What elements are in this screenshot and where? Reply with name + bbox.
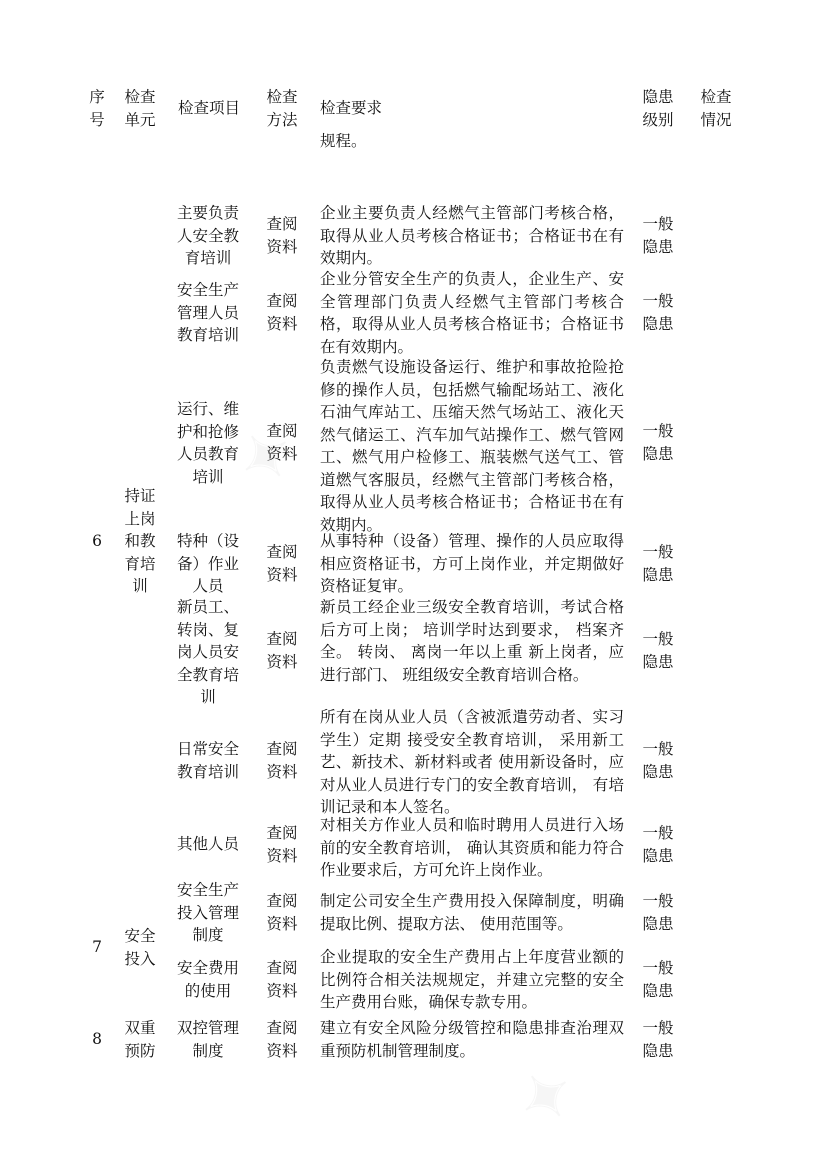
hazard-level: 一般隐患 <box>642 422 674 463</box>
hazard-level: 一般隐患 <box>642 292 674 333</box>
check-requirement: 企业主要负责人经燃气主管部门考核合格，取得从业人员考核合格证书；合格证书在有效期内。 <box>320 204 624 267</box>
group-unit: 安全投入 <box>124 927 156 968</box>
check-requirement: 负责燃气设施设备运行、维护和事故抢险抢修的操作人员，包括燃气输配场站工、液化石油气库站工、压缩天然气场站工、液化天然气储运工、汽车加气站操作工、燃气管网工、燃气用户检修工、瓶装燃气送气工、管道燃气客服员，经燃气主管部门考核合格，取得从业人员考核合格证书；合格证书在有效期内。 <box>320 358 624 534</box>
check-method: 查阅资料 <box>266 543 298 584</box>
check-requirement: 所有在岗从业人员（含被派遣劳动者、实习学生）定期 接受安全教育培训， 采用新工艺、新技术、新材料或者 使用新设备时，应对从业人员进行专门的安全教育培训， 有培训记录和本人签名。 <box>320 708 624 816</box>
header-status: 检查情况 <box>700 88 732 129</box>
check-item: 特种（设备）作业人员 <box>176 532 239 595</box>
header-level: 隐患级别 <box>642 88 674 129</box>
check-requirement: 企业提取的安全生产费用占上年度营业额的比例符合相关法规规定，并建立完整的安全生产费用台账，确保专款专用。 <box>320 948 624 1011</box>
group-no: 7 <box>92 938 102 956</box>
check-requirement: 新员工经企业三级安全教育培训，考试合格后方可上岗； 培训学时达到要求， 档案齐全。 转岗、 离岗一年以上重 新上岗者，应进行部门、 班组级安全教育培训合格。 <box>320 598 624 684</box>
continuation-text: 规程。 <box>320 132 367 150</box>
check-method: 查阅资料 <box>266 1019 298 1060</box>
check-item: 日常安全教育培训 <box>176 740 239 781</box>
header-unit: 检查单元 <box>124 88 156 129</box>
check-method: 查阅资料 <box>266 215 298 256</box>
header-requirement: 检查要求 <box>320 99 383 117</box>
group-unit: 双重预防 <box>124 1019 156 1060</box>
hazard-level: 一般隐患 <box>642 630 674 671</box>
check-method: 查阅资料 <box>266 959 298 1000</box>
check-requirement: 从事特种（设备）管理、操作的人员应取得相应资格证书，方可上岗作业，并定期做好资格证复审。 <box>320 532 624 595</box>
check-item: 运行、维护和抢修人员教育培训 <box>176 400 239 486</box>
header-method: 检查方法 <box>266 88 298 129</box>
check-requirement: 企业分管安全生产的负责人，企业生产、安全管理部门负责人经燃气主管部门考核合格，取得从业人员考核合格证书；合格证书在有效期内。 <box>320 270 624 356</box>
check-requirement: 制定公司安全生产费用投入保障制度，明确提取比例、提取方法、 使用范围等。 <box>320 892 624 933</box>
check-requirement: 建立有安全风险分级管控和隐患排查治理双重预防机制管理制度。 <box>320 1019 624 1060</box>
check-method: 查阅资料 <box>266 422 298 463</box>
hazard-level: 一般隐患 <box>642 959 674 1000</box>
hazard-level: 一般隐患 <box>642 1019 674 1060</box>
check-item: 安全生产管理人员教育培训 <box>176 281 239 344</box>
hazard-level: 一般隐患 <box>642 892 674 933</box>
check-method: 查阅资料 <box>266 892 298 933</box>
check-item: 新员工、转岗、复岗人员安全教育培训 <box>176 598 239 706</box>
hazard-level: 一般隐患 <box>642 824 674 865</box>
group-unit: 持证上岗和教育培训 <box>124 487 156 595</box>
hazard-level: 一般隐患 <box>642 740 674 781</box>
watermark <box>503 1051 590 1143</box>
check-method: 查阅资料 <box>266 292 298 333</box>
check-method: 查阅资料 <box>266 824 298 865</box>
check-item: 安全费用的使用 <box>176 959 239 1000</box>
group-no: 8 <box>92 1030 102 1048</box>
check-item: 安全生产投入管理制度 <box>176 881 239 944</box>
hazard-level: 一般隐患 <box>642 215 674 256</box>
group-no: 6 <box>92 532 102 550</box>
check-method: 查阅资料 <box>266 630 298 671</box>
check-item: 主要负责人安全教育培训 <box>176 204 239 267</box>
check-requirement: 对相关方作业人员和临时聘用人员进行入场前的安全教育培训， 确认其资质和能力符合作业要求后，方可允许上岗作业。 <box>320 816 624 879</box>
check-method: 查阅资料 <box>266 740 298 781</box>
header-no: 序号 <box>89 88 105 129</box>
check-item: 双控管理制度 <box>176 1019 239 1060</box>
hazard-level: 一般隐患 <box>642 543 674 584</box>
check-item: 其他人员 <box>176 835 239 853</box>
header-item: 检查项目 <box>177 99 240 117</box>
